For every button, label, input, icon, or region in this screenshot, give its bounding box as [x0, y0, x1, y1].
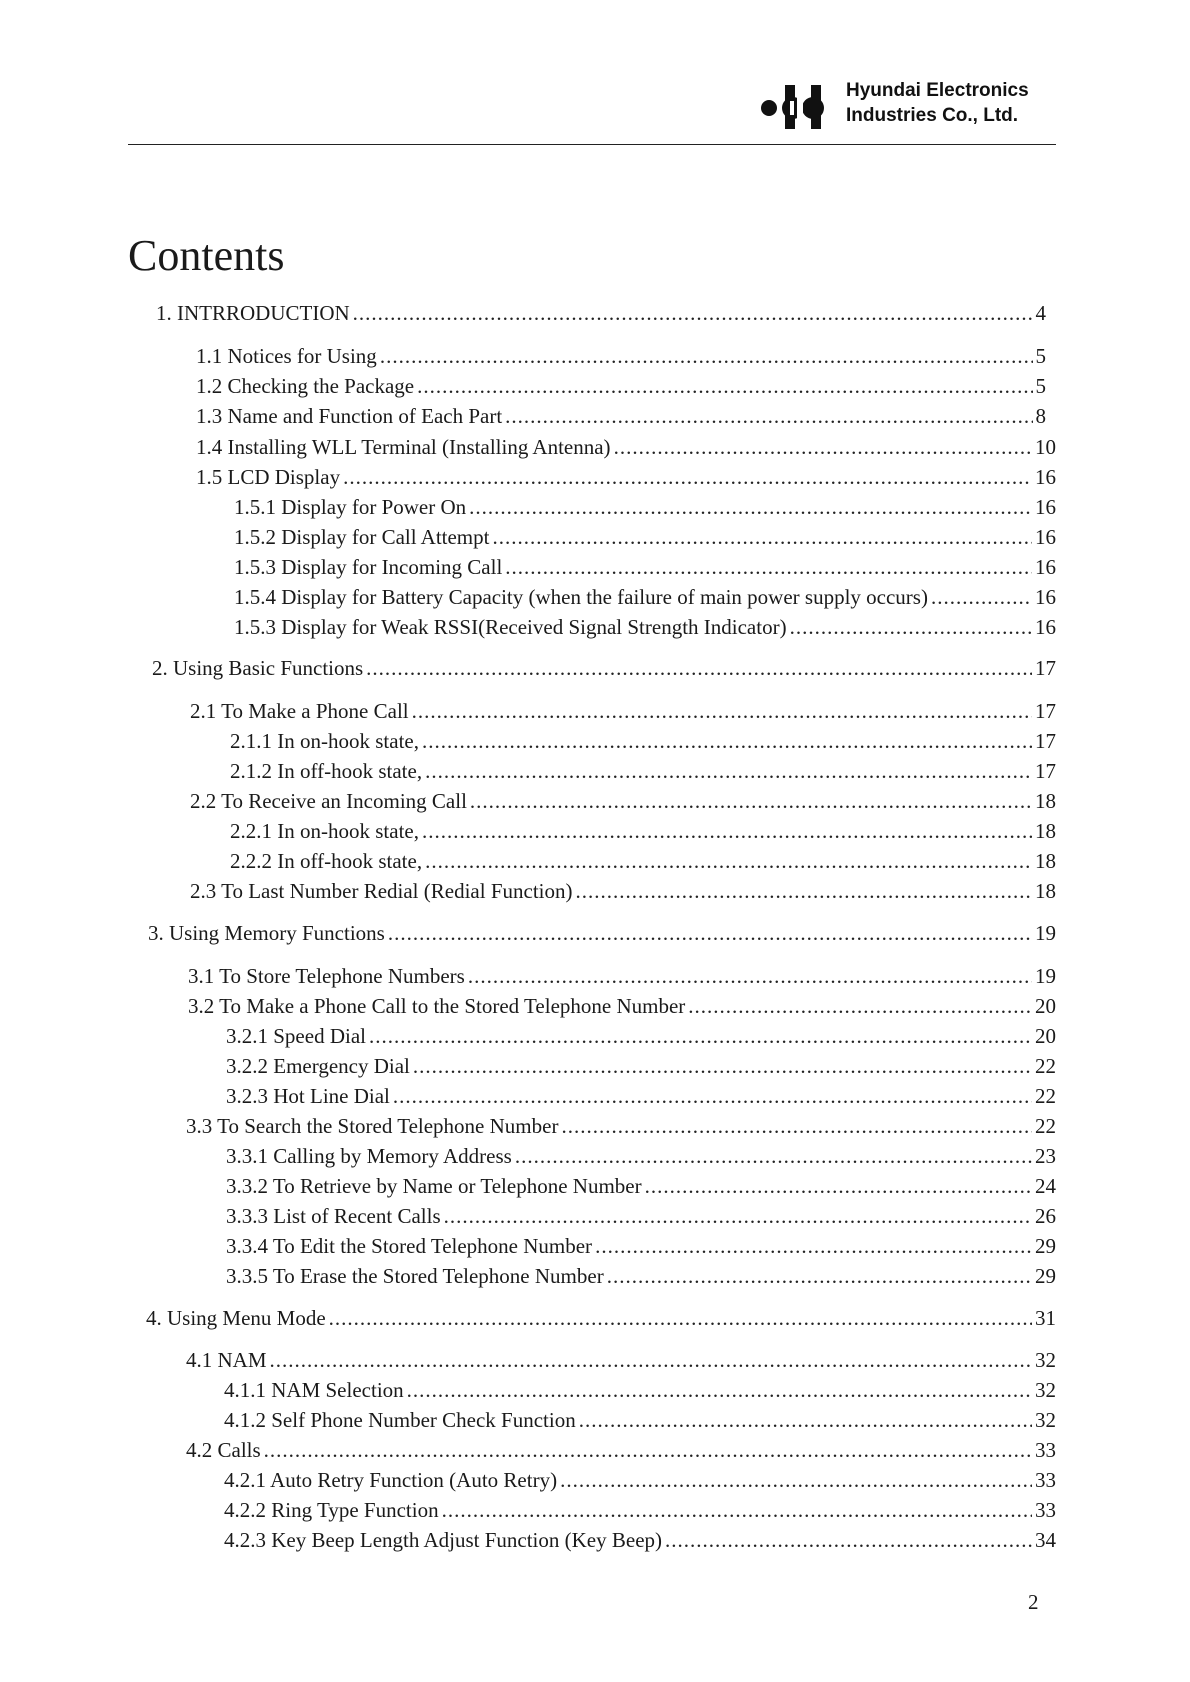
toc-leader [579, 1407, 1032, 1433]
toc-entry[interactable] [234, 614, 1056, 640]
toc-entry-label: 3.3.4 To Edit the Stored Telephone Number [226, 1234, 593, 1258]
toc-entry[interactable] [188, 993, 1056, 1019]
toc-entry-page: 34 [1035, 1528, 1056, 1552]
toc-leader [515, 1143, 1032, 1169]
toc-entry-page: 29 [1035, 1234, 1056, 1258]
toc-leader [560, 1467, 1032, 1493]
toc-entry-label: 3.3.2 To Retrieve by Name or Telephone Number [226, 1174, 642, 1198]
toc-entry-page: 5 [1035, 344, 1046, 368]
toc-entry-page: 10 [1035, 435, 1056, 459]
toc-entry-label: 2. Using Basic Functions [152, 656, 364, 680]
toc-entry-page: 23 [1035, 1144, 1056, 1168]
toc-leader [688, 993, 1032, 1019]
toc-entry-page: 19 [1035, 921, 1056, 945]
toc-leader [366, 655, 1032, 681]
toc-leader [505, 403, 1032, 429]
toc-leader [492, 524, 1032, 550]
toc-leader [412, 698, 1032, 724]
toc-entry-page: 33 [1035, 1438, 1056, 1462]
toc-entry[interactable] [190, 698, 1056, 724]
toc-entry-page: 16 [1035, 525, 1056, 549]
toc-entry[interactable] [196, 434, 1056, 460]
toc-entry-page: 8 [1035, 404, 1046, 428]
toc-entry-label: 3.3 To Search the Stored Telephone Number [186, 1114, 559, 1138]
toc-entry-label: 2.2.2 In off-hook state, [230, 849, 423, 873]
toc-leader [790, 614, 1032, 640]
company-name-line2: Industries Co., Ltd. [846, 105, 1019, 126]
toc-entry-label: 3.3.5 To Erase the Stored Telephone Number [226, 1264, 604, 1288]
toc-leader [393, 1083, 1032, 1109]
toc-entry-page: 16 [1035, 615, 1056, 639]
toc-entry[interactable] [234, 524, 1056, 550]
toc-entry[interactable] [196, 464, 1056, 490]
toc-entry-label: 1.5.3 Display for Weak RSSI(Received Signal Strength Indicator) [234, 615, 787, 639]
toc-entry[interactable] [226, 1203, 1056, 1229]
toc-leader [505, 554, 1032, 580]
toc-leader [329, 1305, 1032, 1331]
toc-entry[interactable] [196, 343, 1046, 369]
toc-leader [343, 464, 1032, 490]
toc-leader [470, 788, 1032, 814]
toc-entry-page: 17 [1035, 759, 1056, 783]
toc-entry[interactable] [230, 848, 1056, 874]
toc-leader [469, 494, 1032, 520]
toc-leader [442, 1497, 1032, 1523]
toc-entry-label: 2.1.2 In off-hook state, [230, 759, 423, 783]
toc-entry-label: 4.1.2 Self Phone Number Check Function [224, 1408, 576, 1432]
toc-leader [614, 434, 1032, 460]
toc-entry[interactable] [190, 878, 1056, 904]
toc-entry[interactable] [190, 788, 1056, 814]
toc-entry-page: 19 [1035, 964, 1056, 988]
toc-entry-label: 2.1 To Make a Phone Call [190, 699, 409, 723]
toc-entry-label: 1.3 Name and Function of Each Part [196, 404, 503, 428]
toc-entry-label: 1.5.1 Display for Power On [234, 495, 467, 519]
toc-entry-page: 20 [1035, 1024, 1056, 1048]
company-name-line1: Hyundai Electronics [846, 80, 1029, 101]
toc-entry-page: 5 [1035, 374, 1046, 398]
toc-entry-page: 17 [1035, 656, 1056, 680]
toc-entry-label: 2.2 To Receive an Incoming Call [190, 789, 467, 813]
toc-entry[interactable] [224, 1377, 1056, 1403]
toc-leader [595, 1233, 1032, 1259]
page-number: 2 [1028, 1590, 1039, 1614]
toc-entry-page: 18 [1035, 849, 1056, 873]
toc-entry-label: 3.3.3 List of Recent Calls [226, 1204, 441, 1228]
toc-entry[interactable] [230, 758, 1056, 784]
toc-entry-label: 3.1 To Store Telephone Numbers [188, 964, 465, 988]
toc-leader [425, 758, 1032, 784]
toc-entry[interactable] [226, 1023, 1056, 1049]
toc-leader [264, 1437, 1032, 1463]
toc-entry-label: 1.5.3 Display for Incoming Call [234, 555, 503, 579]
toc-leader [407, 1377, 1032, 1403]
toc-entry-label: 3.3.1 Calling by Memory Address [226, 1144, 512, 1168]
toc-entry[interactable] [224, 1407, 1056, 1433]
toc-entry[interactable] [226, 1233, 1056, 1259]
toc-entry-label: 1.5 LCD Display [196, 465, 341, 489]
toc-entry-label: 4. Using Menu Mode [146, 1306, 326, 1330]
toc-entry[interactable] [188, 963, 1056, 989]
toc-entry[interactable] [226, 1173, 1056, 1199]
toc-entry-page: 16 [1035, 495, 1056, 519]
toc-entry-page: 22 [1035, 1084, 1056, 1108]
toc-entry[interactable] [226, 1143, 1056, 1169]
toc-entry-page: 29 [1035, 1264, 1056, 1288]
toc-leader [607, 1263, 1032, 1289]
toc-entry[interactable] [148, 920, 1056, 946]
toc-leader [413, 1053, 1032, 1079]
toc-entry-label: 4.1 NAM [186, 1348, 267, 1372]
toc-entry-page: 17 [1035, 699, 1056, 723]
toc-entry-label: 4.2 Calls [186, 1438, 261, 1462]
toc-entry-page: 16 [1035, 585, 1056, 609]
toc-leader [353, 300, 1033, 326]
toc-leader [422, 728, 1032, 754]
toc-entry-label: 3.2.2 Emergency Dial [226, 1054, 410, 1078]
toc-entry-page: 18 [1035, 819, 1056, 843]
toc-entry-page: 20 [1035, 994, 1056, 1018]
toc-leader [369, 1023, 1032, 1049]
toc-entry-label: 1.5.2 Display for Call Attempt [234, 525, 490, 549]
toc-entry-page: 18 [1035, 789, 1056, 813]
toc-entry-page: 31 [1035, 1306, 1056, 1330]
page-title: Contents [128, 231, 285, 280]
toc-leader [444, 1203, 1032, 1229]
toc-entry-label: 4.2.3 Key Beep Length Adjust Function (Key Beep) [224, 1528, 663, 1552]
toc-entry-label: 4.2.2 Ring Type Function [224, 1498, 439, 1522]
toc-leader [576, 878, 1033, 904]
toc-entry-label: 2.2.1 In on-hook state, [230, 819, 419, 843]
toc-leader [645, 1173, 1032, 1199]
toc-entry-page: 33 [1035, 1468, 1056, 1492]
toc-leader [425, 848, 1032, 874]
toc-entry-page: 32 [1035, 1408, 1056, 1432]
toc-entry[interactable] [226, 1053, 1056, 1079]
toc-leader [931, 584, 1032, 610]
toc-entry[interactable] [152, 655, 1056, 681]
toc-entry-label: 1.2 Checking the Package [196, 374, 415, 398]
toc-entry-label: 3.2 To Make a Phone Call to the Stored Telephone Number [188, 994, 686, 1018]
toc-entry[interactable] [146, 1305, 1056, 1331]
toc-entry[interactable] [224, 1497, 1056, 1523]
toc-entry-label: 2.1.1 In on-hook state, [230, 729, 419, 753]
toc-entry[interactable] [226, 1263, 1056, 1289]
toc-entry-label: 3. Using Memory Functions [148, 921, 385, 945]
toc-entry[interactable] [234, 494, 1056, 520]
toc-leader [561, 1113, 1032, 1139]
toc-entry[interactable] [196, 403, 1046, 429]
toc-entry-label: 1.4 Installing WLL Terminal (Installing Antenna) [196, 435, 611, 459]
toc-entry-label: 1.5.4 Display for Battery Capacity (when the failure of main power supply occurs) [234, 585, 928, 609]
toc-entry[interactable] [156, 300, 1046, 326]
toc-leader [422, 818, 1032, 844]
toc-leader [388, 920, 1032, 946]
toc-entry[interactable] [196, 373, 1046, 399]
toc-entry-page: 18 [1035, 879, 1056, 903]
toc-entry-label: 1.1 Notices for Using [196, 344, 377, 368]
toc-entry-label: 3.2.3 Hot Line Dial [226, 1084, 390, 1108]
toc-leader [417, 373, 1032, 399]
toc-entry[interactable] [234, 584, 1056, 610]
toc-entry[interactable] [234, 554, 1056, 580]
toc-entry-label: 1. INTRRODUCTION [156, 301, 350, 325]
toc-entry-label: 3.2.1 Speed Dial [226, 1024, 366, 1048]
toc-leader [665, 1527, 1032, 1553]
toc-entry-page: 22 [1035, 1054, 1056, 1078]
toc-entry-page: 26 [1035, 1204, 1056, 1228]
toc-entry[interactable] [230, 818, 1056, 844]
toc-entry-page: 16 [1035, 465, 1056, 489]
toc-entry-label: 4.2.1 Auto Retry Function (Auto Retry) [224, 1468, 558, 1492]
toc-entry-page: 32 [1035, 1348, 1056, 1372]
toc-entry-page: 32 [1035, 1378, 1056, 1402]
toc-entry[interactable] [230, 728, 1056, 754]
toc-entry[interactable] [186, 1347, 1056, 1373]
toc-entry-label: 2.3 To Last Number Redial (Redial Function) [190, 879, 573, 903]
toc-entry[interactable] [224, 1467, 1056, 1493]
toc-leader [380, 343, 1033, 369]
toc-entry-page: 17 [1035, 729, 1056, 753]
toc-entry[interactable] [224, 1527, 1056, 1553]
toc-entry-page: 16 [1035, 555, 1056, 579]
toc-entry-page: 33 [1035, 1498, 1056, 1522]
toc-entry[interactable] [186, 1437, 1056, 1463]
toc-entry[interactable] [226, 1083, 1056, 1109]
toc-leader [270, 1347, 1032, 1373]
toc-entry-page: 4 [1035, 301, 1046, 325]
toc-entry-label: 4.1.1 NAM Selection [224, 1378, 404, 1402]
toc-leader [468, 963, 1032, 989]
toc-entry-page: 24 [1035, 1174, 1056, 1198]
toc-entry[interactable] [186, 1113, 1056, 1139]
toc-entry-page: 22 [1035, 1114, 1056, 1138]
